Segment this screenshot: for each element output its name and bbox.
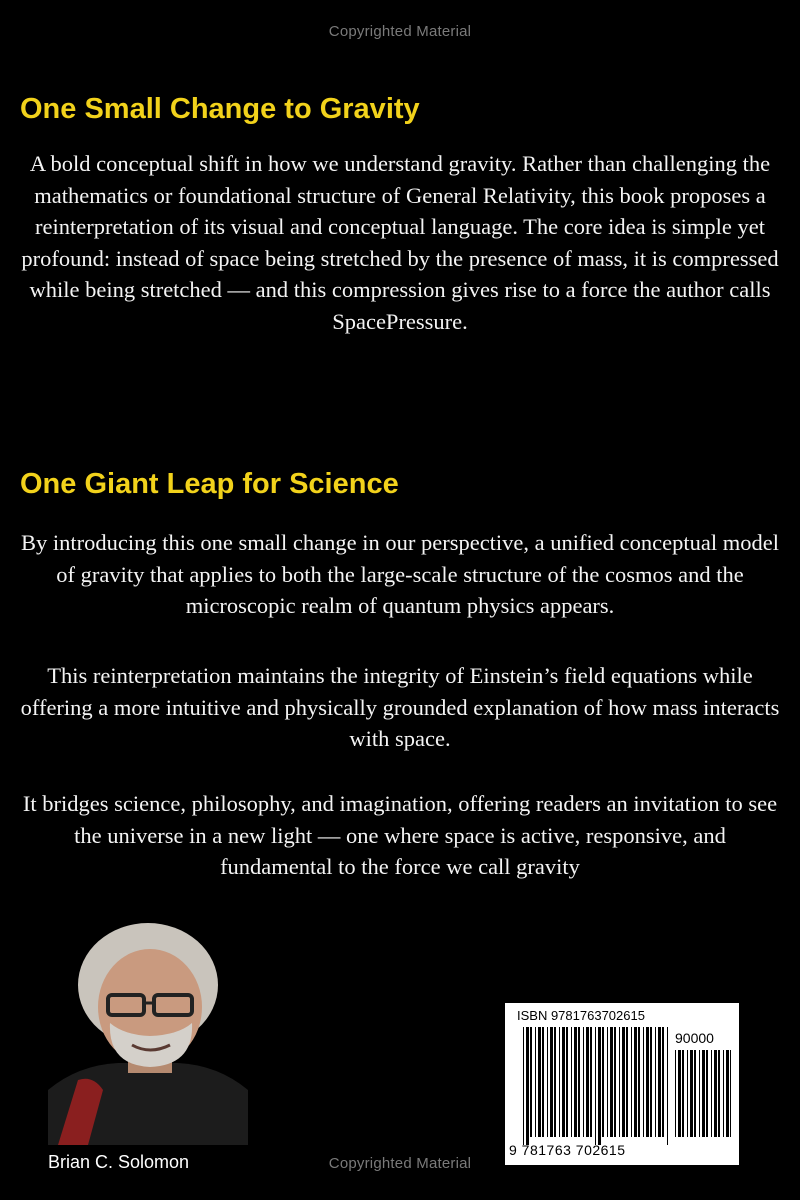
science-paragraph-2: This reinterpretation maintains the integrity of Einstein’s field equations while offering a more intuitive and physically grounded explanation of how mass interacts with space. [20,663,780,751]
section-heading-gravity: One Small Change to Gravity [20,93,420,125]
science-paragraph-1: By introducing this one small change in our perspective, a unified conceptual model of gravity that applies to both the large-scale structure of the cosmos and the microscopic realm of quantum physics appears. [21,530,779,618]
barcode-bars-main [523,1027,669,1145]
barcode-digits: 9 781763 702615 [509,1142,626,1158]
isbn-barcode [505,1003,739,1165]
isbn-label: ISBN 9781763702615 [517,1008,645,1023]
description-paragraph: A bold conceptual shift in how we understand gravity. Rather than challenging the mathematics or foundational structure of General Relativity, this book proposes a reinterpretation of its visual and conceptual language. The core idea is simple yet profound: instead of space being stretched by the presence of mass, it is compressed while being stretched — and this compression gives rise to a force the author calls SpacePressure. [21,151,779,334]
watermark-bottom: Copyrighted Material [328,1155,472,1172]
author-photo [48,915,248,1145]
watermark-top: Copyrighted Material [328,23,472,40]
section-heading-science: One Giant Leap for Science [20,468,399,500]
science-paragraph-3: It bridges science, philosophy, and imagination, offering readers an invitation to see the universe in a new light — one where space is active, responsive, and fundamental to the force we call gravity [22,791,778,879]
author-name: Brian C. Solomon [48,1152,190,1172]
barcode-bars-addon [675,1050,731,1145]
price-code: 90000 [675,1030,714,1046]
